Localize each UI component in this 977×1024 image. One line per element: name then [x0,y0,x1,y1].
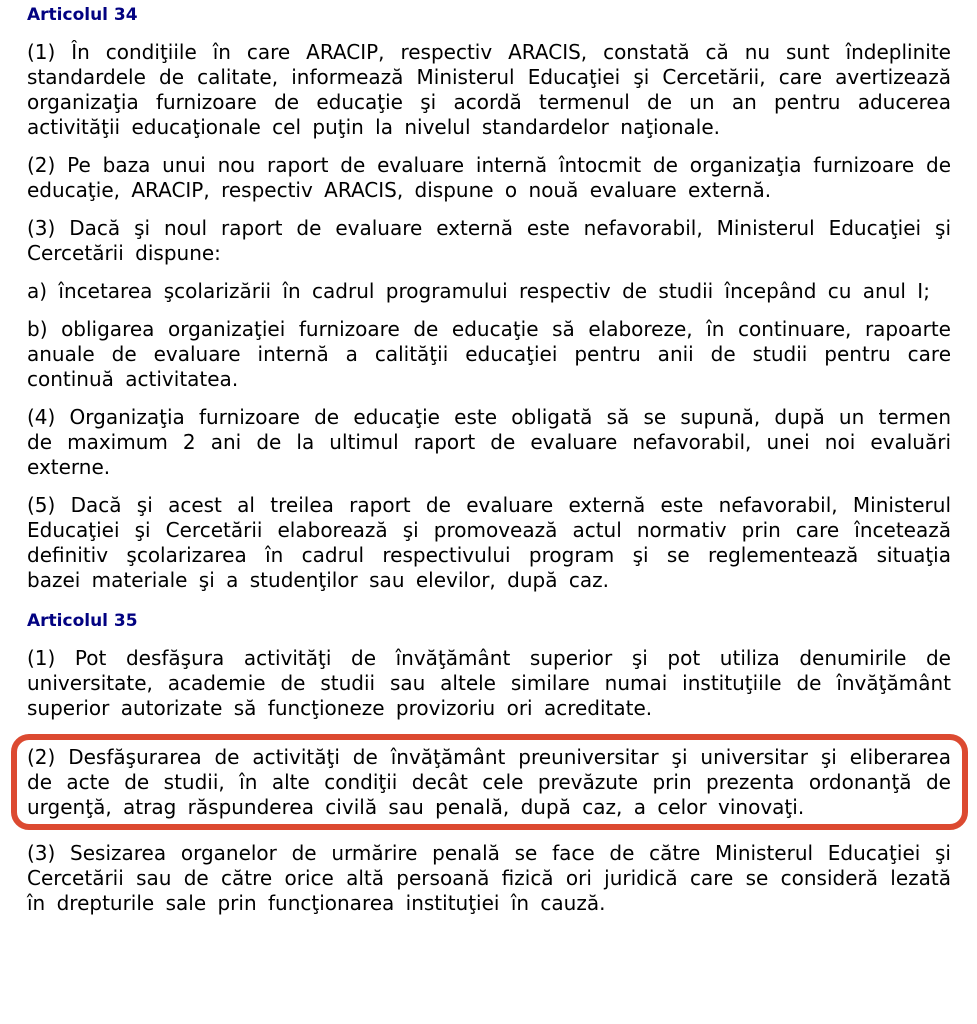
legal-paragraph-34-5: (5) Dacă şi acest al treilea raport de evaluare externă este nefavorabil, Ministerul Educaţiei şi Cercetării elaborează şi promovează actul normativ prin care încetează definitiv şcolarizarea în cadrul respectivului program şi se reglementează situaţia bazei materiale şi a studenţilor sau elevilor, după caz. [27,493,951,592]
legal-paragraph-34-3: (3) Dacă şi noul raport de evaluare externă este nefavorabil, Ministerul Educaţiei şi Cercetării dispune: [27,216,951,265]
legal-paragraph-34-2: (2) Pe baza unui nou raport de evaluare internă întocmit de organizaţia furnizoare de educaţie, ARACIP, respectiv ARACIS, dispune o nouă evaluare externă. [27,153,951,202]
legal-paragraph-34-3b: b) obligarea organizaţiei furnizoare de educaţie să elaboreze, în continuare, rapoarte anuale de evaluare internă a calităţii educaţiei pentru anii de studii pentru care continuă activitatea. [27,317,951,391]
legal-paragraph-34-4: (4) Organizaţia furnizoare de educaţie este obligată să se supună, după un termen de maximum 2 ani de la ultimul raport de evaluare nefavorabil, unei noi evaluări externe. [27,405,951,479]
legal-paragraph-34-1: (1) În condiţiile în care ARACIP, respectiv ARACIS, constată că nu sunt îndeplinite standardele de calitate, informează Ministerul Educaţiei şi Cercetării, care avertizează organizaţia furnizoare de educaţie şi acordă termenul de un an pentru aducerea activităţii educaţionale cel puţin la nivelul standardelor naţionale. [27,40,951,139]
article-34-section [27,6,951,593]
article-35-section [27,612,951,916]
article-35-heading: Articolul 35 [27,611,138,631]
legal-paragraph-34-3a: a) încetarea şcolarizării în cadrul programului respectiv de studii începând cu anul I; [27,279,930,303]
article-34-heading: Articolul 34 [27,5,138,25]
highlighted-provision-annotation [11,734,968,830]
legal-paragraph-35-1: (1) Pot desfăşura activităţi de învăţământ superior şi pot utiliza denumirile de universitate, academie de studii sau altele similare numai instituţiile de învăţământ superior autorizate să funcţioneze provizoriu ori acreditate. [27,646,951,720]
legal-paragraph-35-2-highlighted: (2) Desfăşurarea de activităţi de învăţământ preuniversitar şi universitar şi eliberarea de acte de studii, în alte condiţii decât cele prevăzute prin prezenta ordonanţă de urgenţă, atrag răspunderea civilă sau penală, după caz, a celor vinovaţi. [27,745,951,819]
legal-paragraph-35-3: (3) Sesizarea organelor de urmărire penală se face de către Ministerul Educaţiei şi Cercetării sau de către orice altă persoană fizică ori juridică care se consideră lezată în drepturile sale prin funcţionarea instituţiei în cauză. [27,841,951,915]
